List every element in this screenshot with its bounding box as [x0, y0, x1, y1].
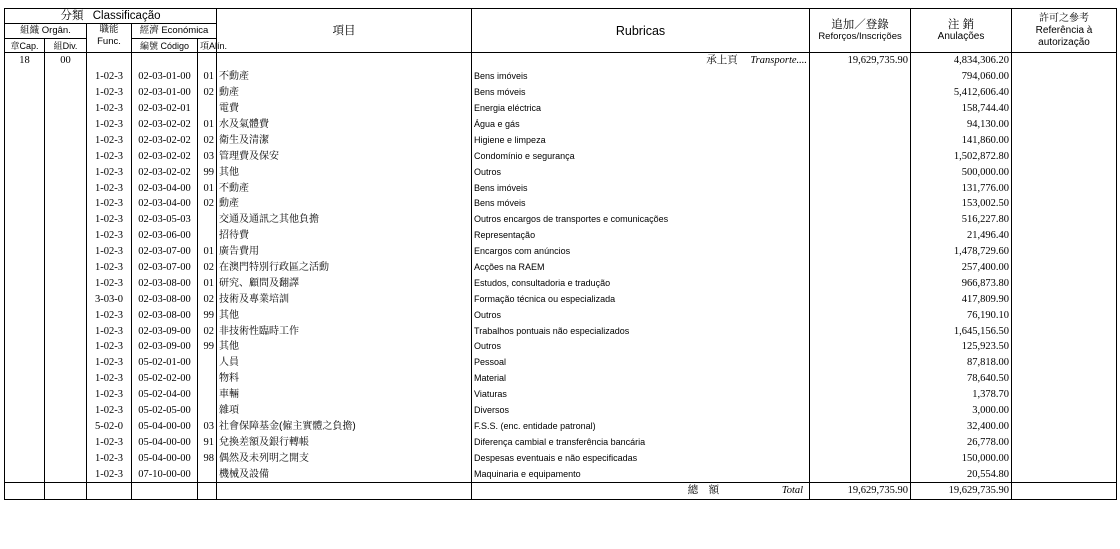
code-cell: 02-03-09-00	[132, 323, 198, 339]
code-cell: 05-02-05-00	[132, 403, 198, 419]
item-zh-cell: 不動產	[217, 180, 472, 196]
alinea-cell: 02	[198, 132, 217, 148]
annul-cell: 794,060.00	[911, 69, 1012, 85]
alinea-cell: 03	[198, 148, 217, 164]
code-cell: 02-03-07-00	[132, 244, 198, 260]
item-zh-cell: 其他	[217, 307, 472, 323]
table-row	[5, 450, 1117, 466]
table-row	[5, 164, 1117, 180]
carry-forward-row	[5, 53, 1117, 69]
header-alinea: 項Alín.	[198, 39, 217, 53]
alinea-cell: 01	[198, 244, 217, 260]
alinea-cell: 99	[198, 339, 217, 355]
alinea-cell: 01	[198, 117, 217, 133]
annul-cell: 78,640.50	[911, 371, 1012, 387]
code-cell: 02-03-08-00	[132, 307, 198, 323]
item-zh-cell: 招待費	[217, 228, 472, 244]
code-cell: 02-03-02-02	[132, 132, 198, 148]
alinea-cell: 98	[198, 450, 217, 466]
annul-cell: 20,554.80	[911, 466, 1012, 482]
item-zh-cell: 廣告費用	[217, 244, 472, 260]
functional-cell: 1-02-3	[87, 164, 132, 180]
item-zh-cell: 動產	[217, 196, 472, 212]
rubrica-cell: Material	[472, 371, 810, 387]
annul-cell: 94,130.00	[911, 117, 1012, 133]
alinea-cell: 99	[198, 164, 217, 180]
item-zh-cell: 其他	[217, 339, 472, 355]
annul-cell: 3,000.00	[911, 403, 1012, 419]
functional-cell: 1-02-3	[87, 403, 132, 419]
total-label-pt: Total	[781, 485, 804, 497]
alinea-cell: 02	[198, 196, 217, 212]
annul-cell: 150,000.00	[911, 450, 1012, 466]
header-annul	[911, 9, 1012, 53]
item-zh-cell: 電費	[217, 101, 472, 117]
code-cell: 02-03-02-01	[132, 101, 198, 117]
carry-label-cell	[472, 53, 810, 69]
code-cell: 02-03-08-00	[132, 275, 198, 291]
rubrica-cell: Higiene e limpeza	[472, 132, 810, 148]
header-rubricas: Rubricas	[472, 9, 810, 53]
table-row	[5, 260, 1117, 276]
functional-cell: 1-02-3	[87, 387, 132, 403]
table-row	[5, 69, 1117, 85]
code-cell: 02-03-01-00	[132, 85, 198, 101]
table-body	[5, 53, 1117, 483]
carry-zh-cell	[217, 53, 472, 69]
table-row	[5, 466, 1117, 482]
code-cell: 02-03-05-03	[132, 212, 198, 228]
carry-label-pt: Transporte....	[750, 55, 808, 67]
header-functional	[87, 24, 132, 53]
rubrica-cell: Bens imóveis	[472, 180, 810, 196]
annul-cell: 21,496.40	[911, 228, 1012, 244]
table-total	[5, 483, 1117, 500]
alinea-cell	[198, 371, 217, 387]
functional-cell: 1-02-3	[87, 275, 132, 291]
functional-cell: 1-02-3	[87, 307, 132, 323]
annul-cell: 131,776.00	[911, 180, 1012, 196]
functional-pt: Func.	[97, 36, 121, 47]
rubrica-cell: Trabalhos pontuais não especializados	[472, 323, 810, 339]
annul-cell: 417,809.90	[911, 291, 1012, 307]
code-cell: 05-04-00-00	[132, 450, 198, 466]
code-cell: 05-02-04-00	[132, 387, 198, 403]
item-zh-cell: 其他	[217, 164, 472, 180]
functional-cell: 1-02-3	[87, 244, 132, 260]
rubrica-cell: Energia eléctrica	[472, 101, 810, 117]
functional-cell: 1-02-3	[87, 117, 132, 133]
total-reinforce-cell: 19,629,735.90	[810, 483, 911, 500]
annul-cell: 87,818.00	[911, 355, 1012, 371]
annul-cell: 153,002.50	[911, 196, 1012, 212]
alinea-cell: 02	[198, 260, 217, 276]
carry-annul-cell: 4,834,306.20	[911, 53, 1012, 69]
alinea-cell: 91	[198, 434, 217, 450]
code-cell: 07-10-00-00	[132, 466, 198, 482]
header-reinforce	[810, 9, 911, 53]
item-zh-cell: 交通及通訊之其他負擔	[217, 212, 472, 228]
functional-cell: 1-02-3	[87, 323, 132, 339]
annul-cell: 516,227.80	[911, 212, 1012, 228]
classification-pt: Classificação	[92, 10, 161, 22]
functional-cell: 1-02-3	[87, 132, 132, 148]
economic-pt: Económica	[161, 25, 209, 36]
code-cell: 02-03-02-02	[132, 164, 198, 180]
total-annul-cell: 19,629,735.90	[911, 483, 1012, 500]
code-cell: 02-03-04-00	[132, 180, 198, 196]
table-row	[5, 307, 1117, 323]
item-zh-cell: 動產	[217, 85, 472, 101]
table-row	[5, 355, 1117, 371]
header-classification	[5, 9, 217, 24]
table-row	[5, 434, 1117, 450]
table-row	[5, 117, 1117, 133]
total-label-cell	[472, 483, 810, 500]
reference-pt-2: autorização	[1038, 36, 1090, 48]
table-row	[5, 387, 1117, 403]
item-zh-cell: 人員	[217, 355, 472, 371]
functional-cell: 1-02-3	[87, 212, 132, 228]
rubrica-cell: Diferença cambial e transferência bancária	[472, 434, 810, 450]
table-row	[5, 291, 1117, 307]
carry-label-zh: 承上頁	[706, 55, 738, 67]
functional-cell: 1-02-3	[87, 434, 132, 450]
table-row	[5, 212, 1117, 228]
header-organic	[5, 24, 87, 39]
rubrica-cell: Representação	[472, 228, 810, 244]
alinea-cell	[198, 466, 217, 482]
rubrica-cell: Outros	[472, 339, 810, 355]
rubrica-cell: Estudos, consultadoria e tradução	[472, 275, 810, 291]
rubrica-cell: Outros	[472, 164, 810, 180]
functional-cell: 1-02-3	[87, 85, 132, 101]
functional-cell: 1-02-3	[87, 260, 132, 276]
alinea-cell: 02	[198, 323, 217, 339]
item-zh-cell: 水及氣體費	[217, 117, 472, 133]
table-row	[5, 323, 1117, 339]
functional-cell: 1-02-3	[87, 228, 132, 244]
table-row	[5, 85, 1117, 101]
rubrica-cell: Outros encargos de transportes e comunicações	[472, 212, 810, 228]
functional-zh: 職能	[99, 24, 119, 35]
code-cell: 02-03-04-00	[132, 196, 198, 212]
alinea-cell	[198, 228, 217, 244]
table-row	[5, 371, 1117, 387]
item-zh-cell: 管理費及保安	[217, 148, 472, 164]
item-zh-cell: 衛生及清潔	[217, 132, 472, 148]
item-zh-cell: 技術及專業培訓	[217, 291, 472, 307]
organic-pt: Orgân.	[41, 25, 71, 36]
functional-cell: 1-02-3	[87, 339, 132, 355]
code-cell: 02-03-02-02	[132, 148, 198, 164]
functional-cell: 1-02-3	[87, 355, 132, 371]
rubrica-cell: Condomínio e segurança	[472, 148, 810, 164]
budget-table	[4, 8, 1117, 500]
alinea-cell: 99	[198, 307, 217, 323]
annul-cell: 125,923.50	[911, 339, 1012, 355]
reinforce-zh: 追加／登錄	[831, 18, 889, 31]
alinea-cell: 01	[198, 275, 217, 291]
code-cell: 05-04-00-00	[132, 434, 198, 450]
reference-pt-1: Referência à	[1035, 24, 1093, 36]
item-zh-cell: 非技術性臨時工作	[217, 323, 472, 339]
functional-cell: 3-03-0	[87, 291, 132, 307]
alinea-cell: 01	[198, 69, 217, 85]
item-zh-cell: 兌換差額及銀行轉帳	[217, 434, 472, 450]
table-row	[5, 180, 1117, 196]
header-code: 編號 Código	[132, 39, 198, 53]
alinea-cell: 03	[198, 418, 217, 434]
code-cell: 02-03-08-00	[132, 291, 198, 307]
group-zh: 組	[53, 40, 63, 51]
functional-cell: 1-02-3	[87, 466, 132, 482]
functional-cell: 1-02-3	[87, 450, 132, 466]
rubrica-cell: Outros	[472, 307, 810, 323]
reference-zh: 許可之參考	[1039, 12, 1090, 24]
code-cell: 05-02-01-00	[132, 355, 198, 371]
rubrica-cell: Bens móveis	[472, 85, 810, 101]
table-header	[5, 9, 1117, 53]
header-group	[45, 39, 87, 53]
annul-cell: 1,502,872.80	[911, 148, 1012, 164]
item-zh-cell: 雜項	[217, 403, 472, 419]
alinea-cell	[198, 101, 217, 117]
rubrica-cell: Diversos	[472, 403, 810, 419]
item-zh-cell: 不動產	[217, 69, 472, 85]
annul-cell: 5,412,606.40	[911, 85, 1012, 101]
annul-cell: 76,190.10	[911, 307, 1012, 323]
economic-zh: 經濟	[139, 25, 159, 36]
annul-cell: 966,873.80	[911, 275, 1012, 291]
item-zh-cell: 在澳門特別行政區之活動	[217, 260, 472, 276]
functional-cell: 1-02-3	[87, 371, 132, 387]
item-zh-cell: 車輛	[217, 387, 472, 403]
code-cell: 05-02-02-00	[132, 371, 198, 387]
rubrica-cell: Formação técnica ou especializada	[472, 291, 810, 307]
rubrica-cell: Maquinaria e equipamento	[472, 466, 810, 482]
table-row	[5, 418, 1117, 434]
annul-cell: 158,744.40	[911, 101, 1012, 117]
rubrica-cell: Bens móveis	[472, 196, 810, 212]
item-zh-cell: 機械及設備	[217, 466, 472, 482]
alinea-cell: 02	[198, 291, 217, 307]
annul-cell: 257,400.00	[911, 260, 1012, 276]
table-row	[5, 101, 1117, 117]
annul-zh: 注 銷	[947, 18, 975, 31]
header-chapter: 章Cap.	[5, 39, 45, 53]
rubrica-cell: Acções na RAEM	[472, 260, 810, 276]
functional-cell: 1-02-3	[87, 196, 132, 212]
annul-cell: 32,400.00	[911, 418, 1012, 434]
alinea-cell	[198, 403, 217, 419]
reinforce-pt: Reforços/Inscrições	[818, 30, 902, 42]
functional-cell: 1-02-3	[87, 101, 132, 117]
item-zh-cell: 偶然及未列明之開支	[217, 450, 472, 466]
code-cell: 05-04-00-00	[132, 418, 198, 434]
alinea-cell: 01	[198, 180, 217, 196]
rubrica-cell: Bens imóveis	[472, 69, 810, 85]
rubrica-cell: Viaturas	[472, 387, 810, 403]
carry-reinforce-cell: 19,629,735.90	[810, 53, 911, 69]
table-row	[5, 339, 1117, 355]
group-pt: Div.	[62, 40, 78, 51]
organic-zh: 組織	[20, 25, 40, 36]
total-label-zh: 總 額	[687, 485, 720, 497]
rubrica-cell: Despesas eventuais e não especificadas	[472, 450, 810, 466]
functional-cell: 1-02-3	[87, 148, 132, 164]
alinea-cell: 02	[198, 85, 217, 101]
rubrica-cell: Pessoal	[472, 355, 810, 371]
group-cell: 00	[45, 53, 87, 69]
table-row	[5, 275, 1117, 291]
code-cell: 02-03-07-00	[132, 260, 198, 276]
chapter-cell: 18	[5, 53, 45, 69]
annul-cell: 141,860.00	[911, 132, 1012, 148]
header-economic	[132, 24, 217, 39]
code-cell: 02-03-02-02	[132, 117, 198, 133]
header-item-zh: 項目	[217, 9, 472, 53]
table-row	[5, 132, 1117, 148]
annul-cell: 26,778.00	[911, 434, 1012, 450]
table-row	[5, 148, 1117, 164]
item-zh-cell: 研究、顧問及翻譯	[217, 275, 472, 291]
rubrica-cell: Água e gás	[472, 117, 810, 133]
code-cell: 02-03-09-00	[132, 339, 198, 355]
functional-cell: 1-02-3	[87, 69, 132, 85]
code-cell: 02-03-06-00	[132, 228, 198, 244]
rubrica-cell: Encargos com anúncios	[472, 244, 810, 260]
functional-cell: 1-02-3	[87, 180, 132, 196]
item-zh-cell: 物料	[217, 371, 472, 387]
header-reference	[1012, 9, 1117, 53]
annul-cell: 1,645,156.50	[911, 323, 1012, 339]
table-row	[5, 196, 1117, 212]
classification-zh: 分類	[60, 10, 84, 22]
alinea-cell	[198, 387, 217, 403]
annul-cell: 500,000.00	[911, 164, 1012, 180]
alinea-cell	[198, 212, 217, 228]
annul-pt: Anulações	[937, 30, 985, 42]
rubrica-cell: F.S.S. (enc. entidade patronal)	[472, 418, 810, 434]
annul-cell: 1,378.70	[911, 387, 1012, 403]
alinea-cell	[198, 355, 217, 371]
functional-cell: 5-02-0	[87, 418, 132, 434]
annul-cell: 1,478,729.60	[911, 244, 1012, 260]
table-row	[5, 244, 1117, 260]
item-zh-cell: 社會保障基金(僱主實體之負擔)	[217, 418, 472, 434]
budget-table-sheet	[4, 8, 1116, 500]
total-row	[5, 483, 1117, 500]
code-cell: 02-03-01-00	[132, 69, 198, 85]
table-row	[5, 228, 1117, 244]
table-row	[5, 403, 1117, 419]
